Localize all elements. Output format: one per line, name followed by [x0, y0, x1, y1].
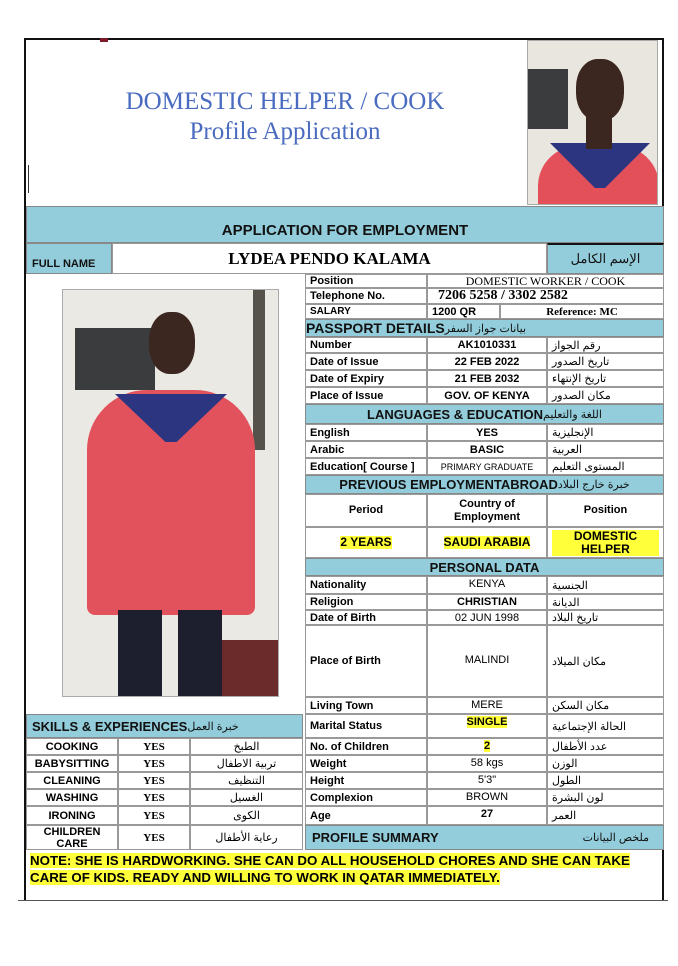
- passport-row-label-ar: تاريخ الإنتهاء: [547, 370, 664, 387]
- personal-row-value: 58 kgs: [427, 755, 547, 772]
- skill-name: IRONING: [26, 806, 118, 825]
- reference-value: Reference: MC: [500, 304, 664, 319]
- personal-row-label-ar: تاريخ البلاد: [547, 610, 664, 625]
- personal-row-label-ar: مكان السكن: [547, 697, 664, 714]
- passport-row-value: AK1010331: [427, 337, 547, 353]
- section-skills: [26, 714, 303, 738]
- skill-name-ar: التنظيف: [190, 772, 303, 789]
- full-name-label: FULL NAME: [26, 243, 112, 274]
- section-languages: [305, 404, 664, 424]
- language-row-value: BASIC: [427, 441, 547, 458]
- personal-row-label-ar: العمر: [547, 806, 664, 825]
- note-text: NOTE: SHE IS HARDWORKING. SHE CAN DO ALL HOUSEHOLD CHORES AND SHE CAN TAKE CARE OF KIDS. READY AND WILLING TO WORK IN QATAR IMMEDIATELY.: [30, 853, 630, 885]
- passport-row-label: Place of Issue: [305, 387, 427, 404]
- skill-name: COOKING: [26, 738, 118, 755]
- skill-name-ar: الطبخ: [190, 738, 303, 755]
- skill-name: WASHING: [26, 789, 118, 806]
- salary-label: SALARY: [305, 304, 427, 319]
- passport-row-label-ar: مكان الصدور: [547, 387, 664, 404]
- personal-row-label: Complexion: [305, 789, 427, 806]
- skill-value: YES: [118, 772, 190, 789]
- passport-row-value: GOV. OF KENYA: [427, 387, 547, 404]
- full-body-photo: [62, 289, 279, 697]
- section-profile-summary: [305, 825, 664, 850]
- language-row-value: YES: [427, 424, 547, 441]
- headshot-photo: [527, 40, 658, 205]
- divider: [28, 165, 29, 193]
- personal-row-label: Place of Birth: [305, 625, 427, 697]
- section-header-application: APPLICATION FOR EMPLOYMENT: [26, 206, 664, 243]
- skill-value: YES: [118, 825, 190, 850]
- passport-row-value: 21 FEB 2032: [427, 370, 547, 387]
- skill-name: BABYSITTING: [26, 755, 118, 772]
- personal-row-label: Religion: [305, 594, 427, 610]
- passport-row-label-ar: تاريخ الصدور: [547, 353, 664, 370]
- personal-row-value: 02 JUN 1998: [427, 610, 547, 625]
- section-employment-title-ar: خبرة خارج البلاد: [557, 479, 630, 491]
- skill-value: YES: [118, 789, 190, 806]
- personal-row-value: 27: [427, 806, 547, 825]
- section-passport-title: PASSPORT DETAILS: [306, 320, 445, 336]
- page-subtitle: Profile Application: [189, 118, 381, 145]
- full-name-value: LYDEA PENDO KALAMA: [112, 243, 547, 274]
- personal-row-label: Living Town: [305, 697, 427, 714]
- personal-row-value: MERE: [427, 697, 547, 714]
- personal-row-value: [427, 714, 547, 738]
- telephone-value: 7206 5258 / 3302 2582: [427, 288, 664, 304]
- skill-name: CHILDREN CARE: [26, 825, 118, 850]
- section-profile-summary-title: PROFILE SUMMARY: [312, 830, 439, 845]
- personal-row-label: Marital Status: [305, 714, 427, 738]
- skill-name: CLEANING: [26, 772, 118, 789]
- section-passport: [305, 319, 664, 337]
- personal-row-label: Nationality: [305, 576, 427, 594]
- passport-row-label: Date of Issue: [305, 353, 427, 370]
- personal-row-value-text: SINGLE: [466, 716, 508, 728]
- language-row-label: Arabic: [305, 441, 427, 458]
- employment-value-text: DOMESTIC HELPER: [552, 530, 659, 556]
- section-passport-title-ar: بيانات جواز السفر: [444, 322, 527, 335]
- personal-row-label-ar: لون البشرة: [547, 789, 664, 806]
- bottom-rule: [18, 900, 668, 901]
- personal-row-value: 5'3": [427, 772, 547, 789]
- personal-row-value: KENYA: [427, 576, 547, 594]
- position-value: DOMESTIC WORKER / COOK: [427, 274, 664, 288]
- skill-name-ar: الغسيل: [190, 789, 303, 806]
- employment-value: [547, 527, 664, 558]
- position-label: Position: [305, 274, 427, 288]
- passport-row-label-ar: رقم الجواز: [547, 337, 664, 353]
- passport-row-label: Number: [305, 337, 427, 353]
- skill-value: YES: [118, 806, 190, 825]
- section-languages-title: LANGUAGES & EDUCATION: [367, 406, 544, 422]
- employment-header: Position: [547, 494, 664, 527]
- salary-value: 1200 QR: [427, 304, 500, 319]
- skill-name-ar: تربية الاطفال: [190, 755, 303, 772]
- employment-header: Country of Employment: [427, 494, 547, 527]
- skill-name-ar: رعاية الأطفال: [190, 825, 303, 850]
- telephone-label: Telephone No.: [305, 288, 427, 304]
- passport-row-value: 22 FEB 2022: [427, 353, 547, 370]
- decor-mark: [100, 38, 108, 42]
- skill-name-ar: الكوى: [190, 806, 303, 825]
- personal-row-label-ar: الطول: [547, 772, 664, 789]
- personal-row-label: Weight: [305, 755, 427, 772]
- skills-title-ar: خبرة العمل: [187, 720, 239, 733]
- passport-row-label: Date of Expiry: [305, 370, 427, 387]
- section-languages-title-ar: اللغة والتعليم: [543, 408, 602, 421]
- personal-row-label-ar: الحالة الإجتماعية: [547, 714, 664, 738]
- personal-row-label-ar: عدد الأطفال: [547, 738, 664, 755]
- personal-row-label-ar: الجنسية: [547, 576, 664, 594]
- page-title: DOMESTIC HELPER / COOK: [125, 88, 445, 115]
- language-row-label: English: [305, 424, 427, 441]
- personal-row-value: MALINDI: [427, 625, 547, 697]
- personal-row-label: Height: [305, 772, 427, 789]
- skills-title: SKILLS & EXPERIENCES: [32, 718, 188, 734]
- personal-row-value: [427, 738, 547, 755]
- language-row-label-ar: المستوى التعليم: [547, 458, 664, 475]
- section-employment: [305, 475, 664, 494]
- profile-note: [26, 850, 664, 890]
- full-name-label-ar: الإسم الكامل: [547, 243, 664, 274]
- skill-value: YES: [118, 738, 190, 755]
- section-employment-title: PREVIOUS EMPLOYMENTABROAD: [339, 477, 558, 492]
- language-row-label-ar: العربية: [547, 441, 664, 458]
- personal-row-label: Age: [305, 806, 427, 825]
- language-row-value: PRIMARY GRADUATE: [427, 458, 547, 475]
- personal-row-value: CHRISTIAN: [427, 594, 547, 610]
- skill-value: YES: [118, 755, 190, 772]
- section-personal: [305, 558, 664, 576]
- employment-value-text: 2 YEARS: [340, 535, 392, 549]
- section-personal-title: PERSONAL DATA: [429, 559, 540, 575]
- employment-value: [305, 527, 427, 558]
- personal-row-value-text: 2: [483, 740, 491, 752]
- personal-row-value: BROWN: [427, 789, 547, 806]
- personal-row-label-ar: مكان الميلاد: [547, 625, 664, 697]
- personal-row-label-ar: الوزن: [547, 755, 664, 772]
- personal-row-label: No. of Children: [305, 738, 427, 755]
- language-row-label: Education[ Course ]: [305, 458, 427, 475]
- employment-value: [427, 527, 547, 558]
- language-row-label-ar: الإنجليزية: [547, 424, 664, 441]
- personal-row-label: Date of Birth: [305, 610, 427, 625]
- employment-value-text: SAUDI ARABIA: [443, 535, 531, 549]
- personal-row-label-ar: الديانة: [547, 594, 664, 610]
- employment-header: Period: [305, 494, 427, 527]
- section-profile-summary-title-ar: ملخص البيانات: [582, 832, 649, 844]
